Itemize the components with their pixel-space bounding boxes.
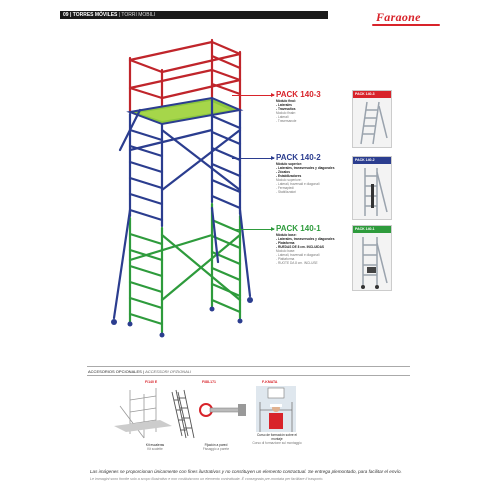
pack-line: Modulo base:: [276, 249, 296, 253]
accessory-caption: Kit escaleras Kit scalette: [145, 443, 165, 451]
accessory-code: F-KMATA: [262, 380, 278, 384]
thumbnail-label: PACK 140-3: [353, 91, 391, 98]
pack-lines: [276, 233, 356, 265]
pack-line: - Laterali, traversali e diagonali: [276, 182, 320, 186]
pack-line: - Estabilizadores: [276, 174, 302, 178]
pack-lines: [276, 162, 356, 194]
pack-line: Módulo final:: [276, 99, 296, 103]
accessory-training-course-image: [256, 386, 296, 432]
pack-line: - Traversanole: [276, 119, 297, 123]
accessory-caption: Fijación a pared Fissaggio a parete: [202, 443, 230, 451]
accessory-wall-clamp-image: [196, 398, 252, 422]
tower-outriggers: [114, 208, 250, 318]
frame-image: [353, 233, 393, 291]
thumbnail-label: PACK 140-1: [353, 226, 391, 233]
pack-lines: [276, 99, 356, 123]
pack-140-2: [276, 153, 356, 194]
pack-line: - Travesaños: [276, 107, 296, 111]
footer-disclaimer: Las imágenes se proporcionan únicamente con fines ilustrativos y no constituyen un elemento contractual. Se entrega plemontado, para facilitar el envío.: [90, 469, 402, 474]
pack-line: Módulo superior:: [276, 162, 303, 166]
pack-line: - Plataforma: [276, 241, 295, 245]
pack-line: - Laterales: [276, 103, 292, 107]
pack-title: PACK 140-3: [276, 90, 321, 99]
accessory-caption: Curso de formación sobre el montaje Corso di formazione sul montaggio: [252, 433, 302, 445]
pack-line: - Laterales, transversales y diagonales: [276, 166, 335, 170]
frame-image: [353, 98, 393, 148]
accessories-separator-bottom: [87, 375, 410, 376]
pack-140-3: [276, 90, 356, 123]
pack-title: PACK 140-1: [276, 224, 321, 233]
pack-line: - Laterali, traversali e diagonali: [276, 253, 320, 257]
pack-line: Módulo base:: [276, 233, 297, 237]
pack-140-2-arrow: [232, 158, 274, 159]
pack-140-2-thumbnail: [352, 156, 392, 220]
pack-140-1: [276, 224, 356, 265]
accessories-title: ACCESORIOS OPCIONALES | ACCESSORI OPZIONALI: [88, 369, 192, 374]
pack-line: - Zócalos: [276, 170, 290, 174]
pack-line: - RUEDAS DE 8 cm. INCLUIDAS: [276, 245, 324, 249]
pack-140-1-arrow: [232, 229, 274, 230]
accessory-code: F/88-171: [202, 380, 217, 384]
page-header: [0, 8, 500, 22]
footer-disclaimer-alt: Le immagini sono fornite solo a scopo illustrativo e non costituiscono un elemento contrattuale. È consegnata pre-montata per facilitare il trasporto.: [90, 477, 324, 481]
pack-line: - Laterali: [276, 115, 289, 119]
accessories-separator: [87, 366, 410, 367]
pack-line: - Laterales, transversales y diagonales: [276, 237, 335, 241]
tower-wheels: [111, 297, 253, 338]
brand-logo-swoosh: [372, 24, 440, 26]
tower-illustration: [100, 30, 260, 340]
pack-title: PACK 140-2: [276, 153, 321, 162]
pack-line: Modulo finale:: [276, 111, 296, 115]
pack-140-3-thumbnail: [352, 90, 392, 148]
section-title: 09 | TORRES MÓVILES | TORRI MOBILI: [63, 12, 156, 18]
accessory-code: F/140 E: [145, 380, 158, 384]
pack-line: - Stabilizzatori: [276, 190, 297, 194]
thumbnail-label: PACK 140-2: [353, 157, 391, 164]
pack-line: - RUOTE DA 8 cm. INCLUSE: [276, 261, 318, 265]
pack-line: - Fermapiedi: [276, 186, 294, 190]
brand-logo: Faraone: [376, 10, 421, 24]
pack-140-1-thumbnail: [352, 225, 392, 291]
frame-image: [353, 164, 393, 220]
pack-line: - Piattaforma: [276, 257, 295, 261]
tower-green-module: [130, 204, 240, 332]
pack-140-3-arrow: [232, 95, 274, 96]
pack-line: Modulo superiore:: [276, 178, 302, 182]
